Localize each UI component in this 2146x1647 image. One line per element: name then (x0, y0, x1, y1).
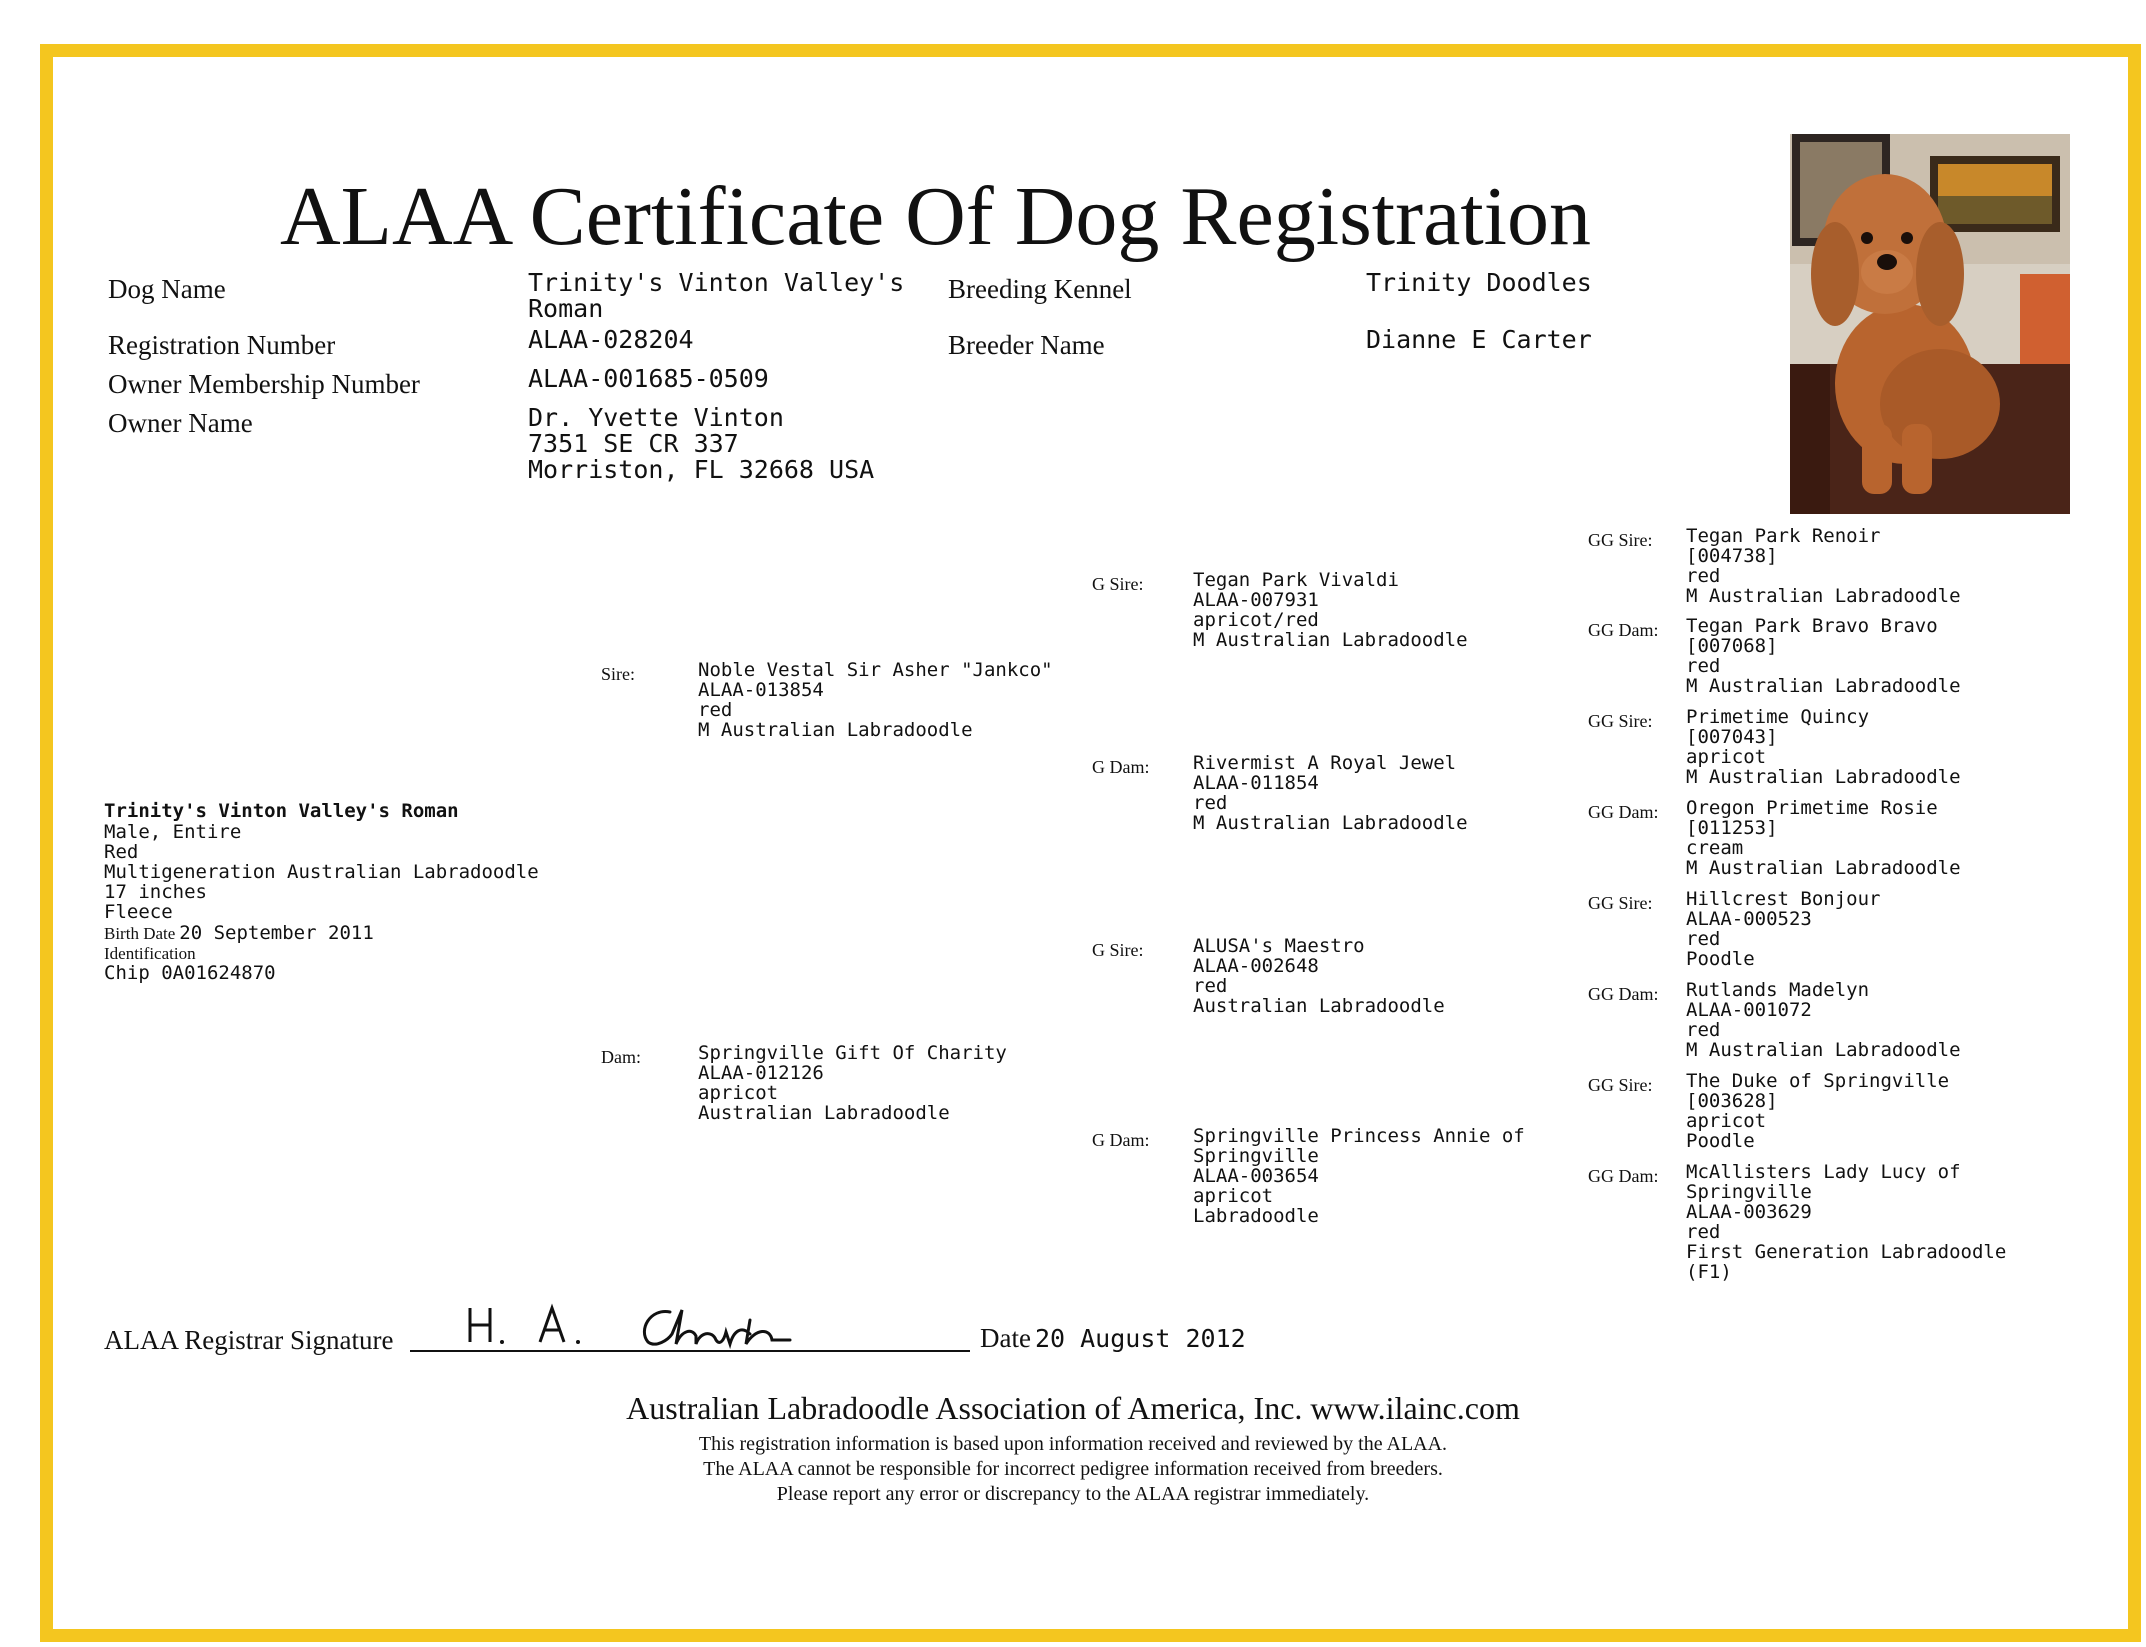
dog-detail-height: 17 inches (104, 881, 207, 903)
dog-name-label: Dog Name (108, 274, 226, 304)
disclaimer-line-1: This registration information is based upon information received and reviewed by the ALAA. (698, 1433, 1448, 1455)
gg-dam-2-value: Oregon Primetime Rosie [011253] cream M Australian Labradoodle (1686, 797, 1961, 879)
gg-dam-1-label: GG Dam: (1588, 620, 1659, 640)
owner-name-value: Dr. Yvette Vinton 7351 SE CR 337 Morriston, FL 32668 USA (528, 403, 875, 484)
registrar-signature (460, 1300, 860, 1365)
gg-dam-3-value: Rutlands Madelyn ALAA-001072 red M Australian Labradoodle (1686, 979, 1961, 1061)
birth-date-label: Birth Date (104, 924, 176, 943)
gg-sire-4-value: The Duke of Springville [003628] apricot Poodle (1686, 1070, 1950, 1152)
gg-sire-3-value: Hillcrest Bonjour ALAA-000523 red Poodle (1686, 888, 1881, 970)
g-dam-2-label: G Dam: (1092, 1130, 1150, 1150)
certificate-title: ALAA Certificate Of Dog Registration (280, 170, 1592, 263)
gg-dam-4-value: McAllisters Lady Lucy of Springville ALAA-003629 red First Generation Labradoodle (F1) (1686, 1161, 2007, 1283)
disclaimer-line-3: Please report any error or discrepancy to the ALAA registrar immediately. (776, 1483, 1370, 1505)
organization-line: Australian Labradoodle Association of America, Inc. www.ilainc.com (626, 1390, 1520, 1426)
date-label: Date (980, 1323, 1031, 1353)
gg-dam-4-label: GG Dam: (1588, 1166, 1659, 1186)
dog-photo (1790, 134, 2070, 514)
owner-membership-value: ALAA-001685-0509 (528, 364, 769, 393)
gg-sire-1-value: Tegan Park Renoir [004738] red M Australian Labradoodle (1686, 525, 1961, 607)
gg-sire-2-label: GG Sire: (1588, 711, 1653, 731)
dog-detail-sex: Male, Entire (104, 821, 242, 843)
dog-detail-name: Trinity's Vinton Valley's Roman (104, 800, 459, 822)
gg-sire-4-label: GG Sire: (1588, 1075, 1653, 1095)
owner-membership-label: Owner Membership Number (108, 369, 420, 399)
registration-number-label: Registration Number (108, 330, 336, 360)
registration-number-value: ALAA-028204 (528, 325, 694, 354)
sire-value: Noble Vestal Sir Asher "Jankco" ALAA-013854 red M Australian Labradoodle (698, 659, 1053, 741)
dam-value: Springville Gift Of Charity ALAA-012126 apricot Australian Labradoodle (698, 1042, 1007, 1124)
identification-value: Chip 0A01624870 (104, 962, 276, 984)
breeding-kennel-value: Trinity Doodles (1366, 268, 1592, 297)
signature-date (980, 1323, 1246, 1354)
gg-sire-1-label: GG Sire: (1588, 530, 1653, 550)
dog-detail-birth (104, 922, 374, 944)
date-value: 20 August 2012 (1034, 1324, 1246, 1353)
breeder-name-label: Breeder Name (948, 330, 1105, 360)
disclaimer-line-2: The ALAA cannot be responsible for incorrect pedigree information received from breeders. (703, 1458, 1443, 1480)
g-dam-1-label: G Dam: (1092, 757, 1150, 777)
gg-dam-1-value: Tegan Park Bravo Bravo [007068] red M Australian Labradoodle (1686, 615, 1961, 697)
dog-detail-coat: Fleece (104, 901, 173, 923)
sire-label: Sire: (601, 664, 635, 684)
breeding-kennel-label: Breeding Kennel (948, 274, 1132, 304)
dog-name-value: Trinity's Vinton Valley's Roman (528, 268, 905, 323)
gg-dam-3-label: GG Dam: (1588, 984, 1659, 1004)
dog-detail-color: Red (104, 841, 139, 863)
g-sire-2-value: ALUSA's Maestro ALAA-002648 red Australian Labradoodle (1193, 935, 1445, 1017)
gg-sire-3-label: GG Sire: (1588, 893, 1653, 913)
birth-date-value: 20 September 2011 (179, 922, 374, 944)
registrar-signature-label: ALAA Registrar Signature (104, 1325, 394, 1355)
g-dam-2-value: Springville Princess Annie of Springville ALAA-003654 apricot Labradoodle (1193, 1125, 1525, 1227)
g-sire-1-value: Tegan Park Vivaldi ALAA-007931 apricot/red M Australian Labradoodle (1193, 569, 1468, 651)
g-dam-1-value: Rivermist A Royal Jewel ALAA-011854 red M Australian Labradoodle (1193, 752, 1468, 834)
gg-sire-2-value: Primetime Quincy [007043] apricot M Australian Labradoodle (1686, 706, 1961, 788)
g-sire-1-label: G Sire: (1092, 574, 1144, 594)
dog-detail-breed: Multigeneration Australian Labradoodle (104, 861, 539, 883)
g-sire-2-label: G Sire: (1092, 940, 1144, 960)
gg-dam-2-label: GG Dam: (1588, 802, 1659, 822)
breeder-name-value: Dianne E Carter (1366, 325, 1592, 354)
owner-name-label: Owner Name (108, 408, 253, 438)
dam-label: Dam: (601, 1047, 641, 1067)
identification-label: Identification (104, 944, 196, 963)
